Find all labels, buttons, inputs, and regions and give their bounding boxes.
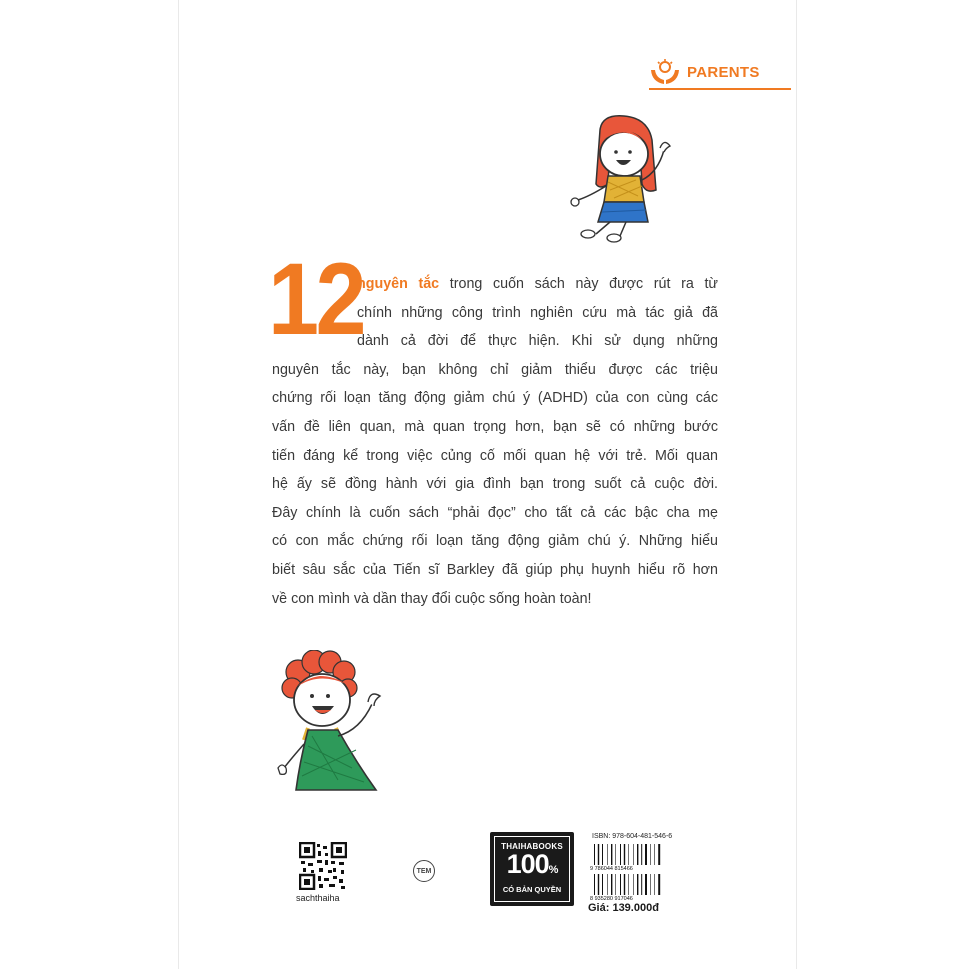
brand-name: PARENTS xyxy=(687,64,760,81)
badge-percent: 100% xyxy=(506,849,558,879)
intro-number: 12 xyxy=(268,242,363,356)
girl-waving-icon xyxy=(566,110,678,245)
barcode-digits-top: 9 786044 815466 xyxy=(590,866,633,872)
body-line: nguyên tắc này, bạn không chỉ giảm thiểu được các triệu xyxy=(272,361,718,378)
brand-underline xyxy=(649,88,791,90)
body-line: biết sâu sắc của Tiến sĩ Barkley đã giúp phụ huynh hiểu rõ hơn xyxy=(272,561,718,578)
tem-seal: TEM xyxy=(413,860,435,882)
qr-caption: sachthaiha xyxy=(296,893,340,903)
body-line: hệ ấy sẽ đồng hành với gia đình bạn trong suốt cả cuộc đời. xyxy=(272,476,718,493)
body-line: dành cả đời để thực hiện. Khi sử dụng những xyxy=(357,333,718,350)
body-line: có con mắc chứng rối loạn tăng động giảm chú ý. Những hiểu xyxy=(272,533,718,550)
barcode-icon xyxy=(588,842,668,904)
boy-waving-icon xyxy=(268,650,393,800)
body-line: về con mình và dần thay đổi cuộc sống hoàn toàn! xyxy=(272,590,592,607)
isbn-text: ISBN: 978-604-481-546-6 xyxy=(592,833,673,840)
qr-code-icon[interactable] xyxy=(299,842,347,890)
body-line: chứng rối loạn tăng động giảm chú ý (ADHD) của con cùng các xyxy=(272,390,718,407)
hands-sun-logo-icon xyxy=(649,58,681,86)
cover-left-edge xyxy=(178,0,179,969)
body-line: nguyên tắc trong cuốn sách này được rút ra từ xyxy=(357,276,718,292)
price-label: Giá: 139.000đ xyxy=(588,902,659,914)
body-line: vấn đề liên quan, mà quan trọng hơn, bạn sẽ có những bước xyxy=(272,418,718,435)
body-line: tiến đáng kể trong việc củng cố mối quan hệ với trẻ. Mối quan xyxy=(272,447,718,464)
copyright-badge xyxy=(490,832,574,906)
body-text xyxy=(272,270,718,613)
cover-right-edge xyxy=(796,0,797,969)
badge-subtitle: CÓ BẢN QUYỀN xyxy=(502,885,562,894)
body-line: Đây chính là cuốn sách “phải đọc” cho tất cả các bậc cha mẹ xyxy=(272,504,718,521)
barcode-digits-bottom: 8 935280 917046 xyxy=(590,896,633,902)
brand-header xyxy=(649,56,791,90)
body-line: chính những công trình nghiên cứu mà tác giả đã xyxy=(357,304,718,321)
highlight-term: nguyên tắc xyxy=(357,276,440,292)
badge-brand: THAIHABOOKS xyxy=(501,842,563,851)
